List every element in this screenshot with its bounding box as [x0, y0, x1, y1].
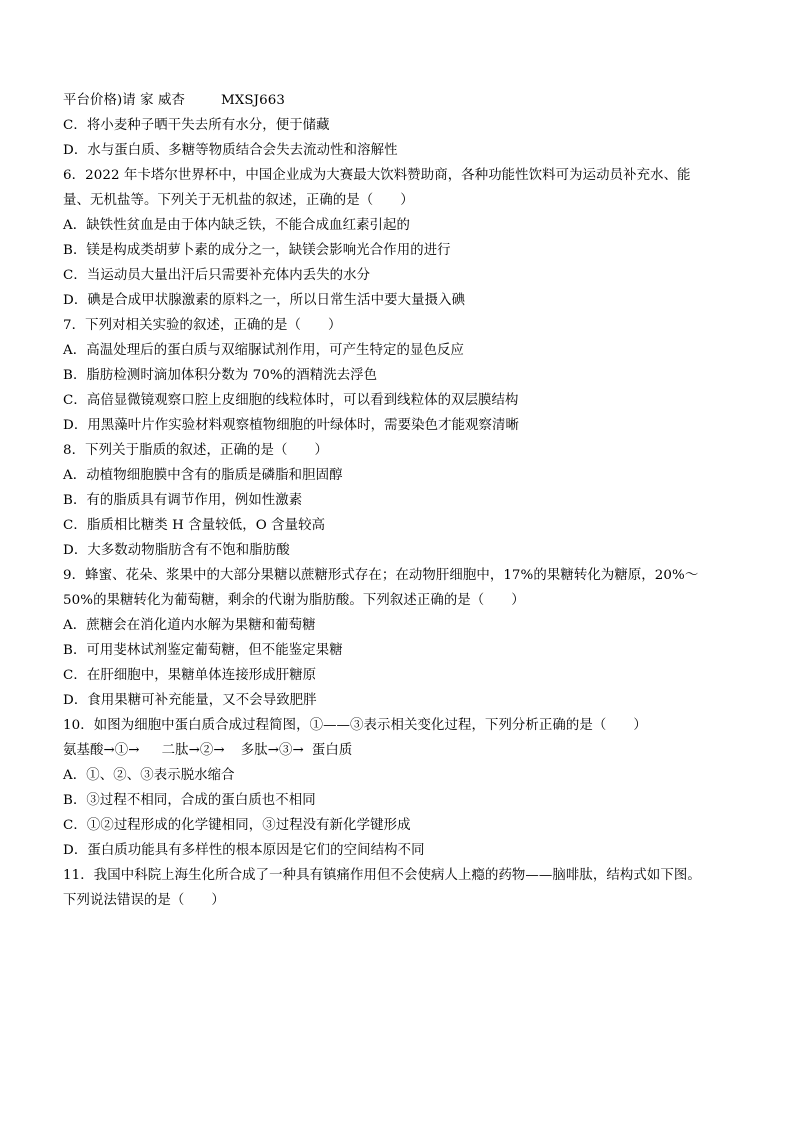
header-code: MXSJ663 [220, 93, 286, 108]
header-text: 平台价格)请 家 威杏 [63, 93, 185, 108]
flow-step-polypeptide: 多肽→③→ [240, 743, 304, 758]
q6-option-d: D．碘是合成甲状腺激素的原料之一，所以日常生活中要大量摄入碘 [63, 293, 466, 308]
q9-option-b: B．可用斐林试剂鉴定葡萄糖，但不能鉴定果糖 [63, 643, 343, 658]
q11-stem-line2: 下列说法错误的是（ ） [63, 893, 225, 908]
q6-stem-line2: 量、无机盐等。下列关于无机盐的叙述，正确的是（ ） [63, 193, 414, 208]
flow-step-protein: 蛋白质 [311, 743, 353, 758]
q10-option-c: C．①②过程形成的化学键相同，③过程没有新化学键形成 [63, 818, 411, 833]
q8-option-d: D．大多数动物脂肪含有不饱和脂肪酸 [63, 543, 290, 558]
q9-stem-line2: 50%的果糖转化为葡萄糖，剩余的代谢为脂肪酸。下列叙述正确的是（ ） [63, 593, 525, 608]
q10-option-b: B．③过程不相同，合成的蛋白质也不相同 [63, 793, 316, 808]
q7-option-c: C．高倍显微镜观察口腔上皮细胞的线粒体时，可以看到线粒体的双层膜结构 [63, 393, 519, 408]
q7-option-b: B．脂肪检测时滴加体积分数为 70%的酒精洗去浮色 [63, 368, 378, 383]
q6-stem-line1: 6．2022 年卡塔尔世界杯中，中国企业成为大赛最大饮料赞助商，各种功能性饮料可为运动员补充水、能 [63, 168, 691, 183]
header-line [63, 88, 743, 113]
q8-option-b: B．有的脂质具有调节作用，例如性激素 [63, 493, 303, 508]
q8-option-a: A．动植物细胞膜中含有的脂质是磷脂和胆固醇 [63, 468, 343, 483]
q7-stem: 7．下列对相关实验的叙述，正确的是（ ） [63, 318, 342, 333]
q11-stem-line1: 11．我国中科院上海生化所合成了一种具有镇痛作用但不会使病人上瘾的药物——脑啡肽，结构式如下图。 [63, 868, 701, 883]
flow-step-amino-acid: 氨基酸→①→ [63, 743, 140, 758]
q10-stem: 10．如图为细胞中蛋白质合成过程简图，①——③表示相关变化过程，下列分析正确的是（ ） [63, 718, 647, 733]
q9-option-a: A．蔗糖会在消化道内水解为果糖和葡萄糖 [63, 618, 316, 633]
q7-option-a: A．高温处理后的蛋白质与双缩脲试剂作用，可产生特定的显色反应 [63, 343, 464, 358]
document-page [63, 88, 743, 913]
q9-option-c: C．在肝细胞中，果糖单体连接形成肝糖原 [63, 668, 317, 683]
q8-stem: 8．下列关于脂质的叙述，正确的是（ ） [63, 443, 328, 458]
q7-option-d: D．用黑藻叶片作实验材料观察植物细胞的叶绿体时，需要染色才能观察清晰 [63, 418, 520, 433]
q6-option-a: A．缺铁性贫血是由于体内缺乏铁，不能合成血红素引起的 [63, 218, 411, 233]
q10-option-d: D．蛋白质功能具有多样性的根本原因是它们的空间结构不同 [63, 843, 425, 858]
q6-option-b: B．镁是构成类胡萝卜素的成分之一，缺镁会影响光合作用的进行 [63, 243, 451, 258]
q6-option-c: C．当运动员大量出汗后只需要补充体内丢失的水分 [63, 268, 371, 283]
q9-option-d: D．食用果糖可补充能量，又不会导致肥胖 [63, 693, 317, 708]
q10-flow-diagram [63, 738, 743, 763]
q10-option-a: A．①、②、③表示脱水缩合 [63, 768, 235, 783]
flow-step-dipeptide: 二肽→②→ [161, 743, 225, 758]
q5-option-d: D．水与蛋白质、多糖等物质结合会失去流动性和溶解性 [63, 143, 398, 158]
q9-stem-line1: 9．蜂蜜、花朵、浆果中的大部分果糖以蔗糖形式存在；在动物肝细胞中，17%的果糖转化为糖原，20%～ [63, 568, 699, 583]
q5-option-c: C．将小麦种子晒干失去所有水分，便于储藏 [63, 118, 330, 133]
q8-option-c: C．脂质相比糖类 H 含量较低，O 含量较高 [63, 518, 326, 533]
